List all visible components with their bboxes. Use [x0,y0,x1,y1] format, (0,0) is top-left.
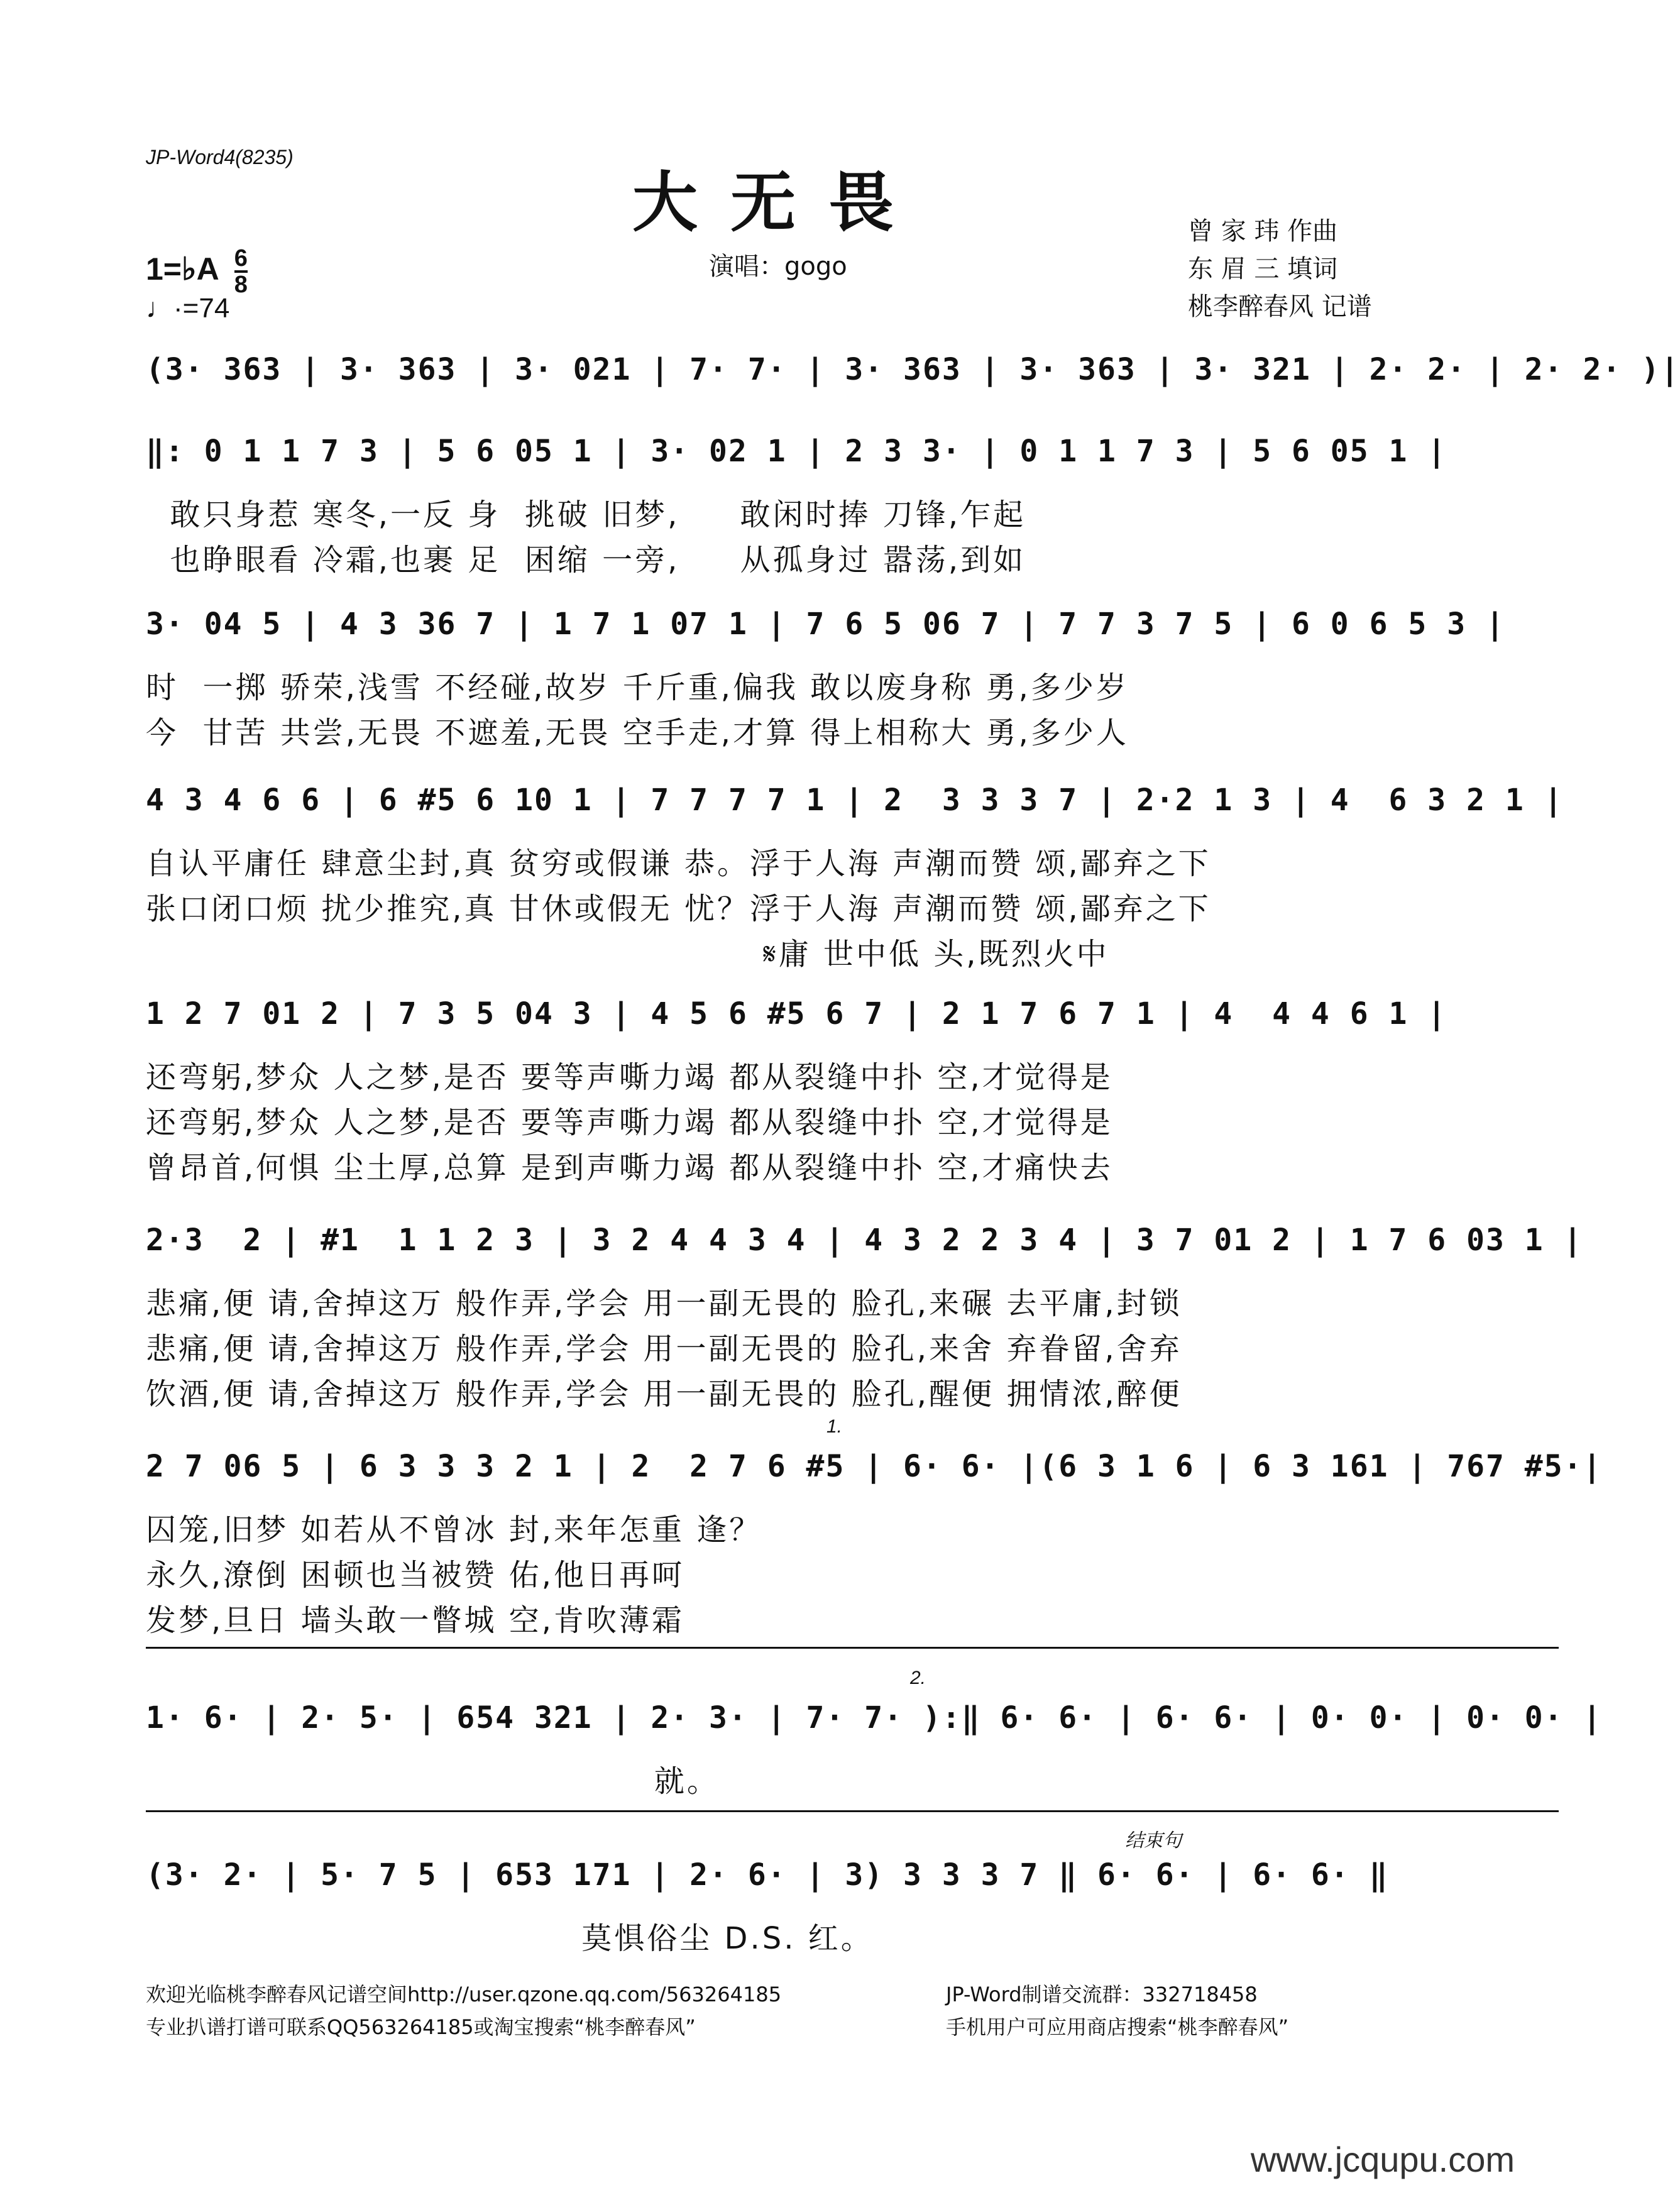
key-signature [146,246,248,297]
time-numerator: 6 [234,245,248,272]
notation-line-2: ‖: 0 1 1 7 3 | 5 6 05 1 | 3· 02 1 | 2 3 3· | 0 1 1 7 3 | 5 6 05 1 | [146,434,1447,469]
notation-line-8: 1· 6· | 2· 5· | 654 321 | 2· 3· | 7· 7· ):‖ 6· 6· | 6· 6· | 0· 0· | 0· 0· | [146,1700,1603,1735]
lyric-line: 悲痛,便 请,舍掉这万 般作弄,学会 用一副无畏的 脸孔,来碾 去平庸,封锁 [146,1286,1182,1321]
key-label: 1=♭A [146,251,218,287]
volta-label: 2. [910,1668,926,1688]
lyric-line: 永久,潦倒 困顿也当被赞 佑,他日再呵 [146,1558,685,1593]
lyric-line: 莫惧俗尘 D.S. 红。 [146,1921,874,1956]
lyricist-credit: 东 眉 三 填词 [1188,255,1338,283]
lyric-line: 张口闭口烦 扰少推究,真 甘休或假无 忧？浮于人海 声潮而赞 颂,鄙弃之下 [146,891,1211,927]
lyric-line: 时 一掷 骄荣,浅雪 不经碰,故岁 千斤重,偏我 敢以废身称 勇,多少岁 [146,670,1129,705]
footer-line-1-right: JP-Word制谱交流群：332718458 [946,1982,1258,2006]
section-rule [146,1647,1559,1649]
lyric-line: 也睁眼看 冷霜,也裹 足 困缩 一旁, 从孤身过 嚣荡,到如 [146,542,1026,578]
footer-line-1-left: 欢迎光临桃李醉春风记谱空间http://user.qzone.qq.com/563264185 [146,1982,782,2006]
software-label: JP-Word4(8235) [146,146,294,168]
notation-line-7: 2 7 06 5 | 6 3 3 3 2 1 | 2 2 7 6 #5 | 6· 6· |(6 3 1 6 | 6 3 161 | 767 #5·| [146,1449,1603,1484]
time-signature [234,246,248,297]
notation-line-5: 1 2 7 01 2 | 7 3 5 04 3 | 4 5 6 #5 6 7 | 2 1 7 6 7 1 | 4 4 4 6 1 | [146,996,1447,1031]
lyric-line: 今 甘苦 共尝,无畏 不遮羞,无畏 空手走,才算 得上相称大 勇,多少人 [146,715,1129,751]
composer-credit: 曾 家 玮 作曲 [1188,217,1338,246]
footer-line-2-left: 专业扒谱打谱可联系QQ563264185或淘宝搜索“桃李醉春风” [146,2015,696,2039]
lyric-line: 还弯躬,梦众 人之梦,是否 要等声嘶力竭 都从裂缝中扑 空,才觉得是 [146,1060,1113,1095]
section-rule [146,1810,1559,1812]
lyric-line: 曾昂首,何惧 尘土厚,总算 是到声嘶力竭 都从裂缝中扑 空,才痛快去 [146,1150,1113,1185]
lyric-line: 悲痛,便 请,舍掉这万 般作弄,学会 用一副无畏的 脸孔,来舍 弃眷留,舍弃 [146,1331,1182,1366]
lyric-line: 饮酒,便 请,舍掉这万 般作弄,学会 用一副无畏的 脸孔,醒便 拥情浓,醉便 [146,1377,1182,1412]
volta-label: 结束句 [1125,1830,1182,1851]
notation-line-9: (3· 2· | 5· 7 5 | 653 171 | 2· 6· | 3) 3 3 3 7 ‖ 6· 6· | 6· 6· ‖ [146,1857,1389,1893]
notation-line-1: (3· 363 | 3· 363 | 3· 021 | 7· 7· | 3· 363 | 3· 363 | 3· 321 | 2· 2· | 2· 2· )| [146,352,1680,387]
lyric-line: 还弯躬,梦众 人之梦,是否 要等声嘶力竭 都从裂缝中扑 空,才觉得是 [146,1105,1113,1140]
notation-line-3: 3· 04 5 | 4 3 36 7 | 1 7 1 07 1 | 7 6 5 06 7 | 7 7 3 7 5 | 6 0 6 5 3 | [146,607,1505,642]
lyric-line: 发梦,旦日 墙头敢一瞥城 空,肯吹薄霜 [146,1603,685,1638]
song-title: 大无畏 [632,164,926,241]
footer-line-2-right: 手机用户可应用商店搜索“桃李醉春风” [946,2015,1289,2039]
credits-block [1188,212,1372,326]
singer-credit: 演唱：gogo [709,252,847,281]
lyric-line: 𝄋庸 世中低 头,既烈火中 [146,937,1109,972]
lyric-line: 囚笼,旧梦 如若从不曾冰 封,来年怎重 逢？ [146,1512,762,1548]
lyric-line: 自认平庸任 肆意尘封,真 贫穷或假谦 恭。浮于人海 声潮而赞 颂,鄙弃之下 [146,846,1211,881]
tempo-mark: ♩·=74 [146,293,230,324]
notation-line-4: 4 3 4 6 6 | 6 #5 6 10 1 | 7 7 7 7 1 | 2 3 3 3 7 | 2·2 1 3 | 4 6 3 2 1 | [146,783,1564,818]
notation-line-6: 2·3 2 | #1 1 1 2 3 | 3 2 4 4 3 4 | 4 3 2 2 3 4 | 3 7 01 2 | 1 7 6 03 1 | [146,1223,1583,1258]
time-denominator: 8 [234,272,248,298]
lyric-line: 就。 [146,1764,720,1799]
transcriber-credit: 桃李醉春风 记谱 [1188,292,1372,321]
lyric-line: 敢只身惹 寒冬,一反 身 挑破 旧梦, 敢闲时捧 刀锋,乍起 [146,497,1026,532]
volta-label: 1. [826,1416,843,1437]
watermark: www.jcqupu.com [1250,2140,1515,2179]
